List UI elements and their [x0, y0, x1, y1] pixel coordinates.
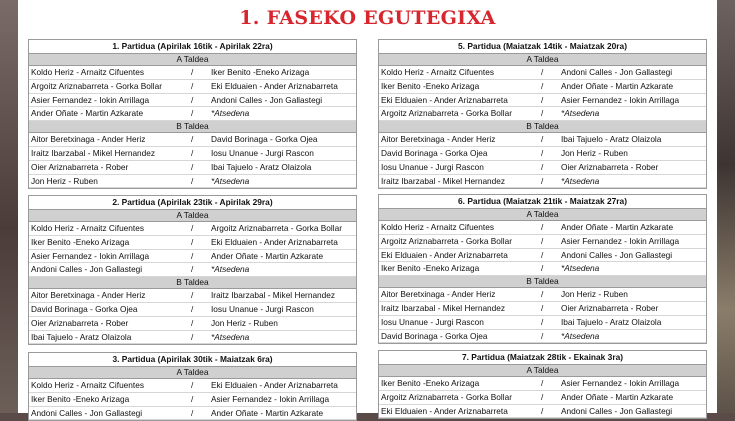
away-pair: *Atsedena	[561, 108, 600, 119]
fixture-row	[379, 175, 706, 189]
match-title: 6. Partidua (Maiatzak 21tik - Maiatzak 27ra)	[379, 195, 706, 209]
home-pair: Aitor Beretxinaga - Ander Heriz	[381, 134, 496, 145]
away-pair: Ibai Tajuelo - Aratz Olaizola	[561, 134, 662, 145]
versus-separator: /	[541, 249, 544, 260]
versus-separator: /	[191, 317, 194, 328]
home-pair: Jon Heriz - Ruben	[31, 175, 98, 186]
away-pair: *Atsedena	[561, 263, 600, 274]
fixture-row	[29, 94, 356, 108]
versus-separator: /	[191, 236, 194, 247]
match-title: 5. Partidua (Maiatzak 14tik - Maiatzak 20ra)	[379, 40, 706, 54]
home-pair: Iosu Unanue - Jurgi Rascon	[381, 161, 484, 172]
away-pair: Ander Oñate - Martin Azkarate	[561, 222, 674, 232]
fixture-row	[379, 262, 706, 276]
versus-separator: /	[541, 134, 544, 145]
versus-separator: /	[541, 289, 544, 300]
home-pair: Aitor Beretxinaga - Ander Heriz	[381, 289, 496, 300]
home-pair: Koldo Heriz - Arnaitz Cifuentes	[381, 67, 494, 77]
home-pair: Argoitz Ariznabarreta - Gorka Bollar	[381, 108, 512, 119]
group-header: B Taldea	[29, 121, 356, 133]
away-pair: *Atsedena	[211, 175, 250, 186]
fixture-row	[379, 66, 706, 80]
away-pair: Jon Heriz - Ruben	[561, 289, 628, 300]
versus-separator: /	[541, 391, 544, 402]
versus-separator: /	[191, 393, 194, 404]
fixture-row	[29, 133, 356, 147]
fixture-row	[29, 289, 356, 303]
away-pair: Eki Elduaien - Ander Ariznabarreta	[211, 380, 338, 390]
home-pair: Ander Oñate - Martin Azkarate	[31, 108, 144, 119]
home-pair: Iker Benito -Eneko Arizaga	[381, 80, 480, 91]
group-header: A Taldea	[379, 54, 706, 66]
home-pair: Asier Fernandez - Iokin Arrillaga	[31, 94, 150, 105]
home-pair: Oier Ariznabarreta - Rober	[31, 317, 129, 328]
versus-separator: /	[541, 330, 544, 341]
group-header: A Taldea	[29, 54, 356, 66]
match-table	[378, 39, 707, 189]
home-pair: Koldo Heriz - Arnaitz Cifuentes	[31, 67, 144, 77]
home-pair: Koldo Heriz - Arnaitz Cifuentes	[31, 223, 144, 233]
home-pair: Koldo Heriz - Arnaitz Cifuentes	[31, 380, 144, 390]
away-pair: Andoni Calles - Jon Gallastegi	[561, 249, 673, 260]
fixture-row	[29, 263, 356, 277]
fixture-row	[379, 405, 706, 419]
away-pair: Andoni Calles - Jon Gallastegi	[211, 94, 323, 105]
versus-separator: /	[541, 94, 544, 105]
versus-separator: /	[191, 147, 194, 158]
home-pair: Eki Elduaien - Ander Ariznabarreta	[381, 94, 508, 105]
away-pair: *Atsedena	[211, 108, 250, 119]
fixture-row	[379, 249, 706, 263]
versus-separator: /	[191, 161, 194, 172]
versus-separator: /	[191, 67, 194, 77]
home-pair: Oier Ariznabarreta - Rober	[31, 161, 129, 172]
home-pair: Argoitz Ariznabarreta - Gorka Bollar	[381, 391, 512, 402]
away-pair: Ander Oñate - Martin Azkarate	[561, 391, 674, 402]
group-header: B Taldea	[379, 121, 706, 133]
away-pair: Iraitz Ibarzabal - Mikel Hernandez	[211, 290, 336, 301]
match-table	[378, 350, 707, 419]
versus-separator: /	[191, 407, 194, 418]
away-pair: Eki Elduaien - Ander Ariznabarreta	[211, 236, 338, 247]
away-pair: Iosu Unanue - Jurgi Rascon	[211, 303, 314, 314]
match-title: 1. Partidua (Apirilak 16tik - Apirilak 22ra)	[29, 40, 356, 54]
fixture-row	[379, 94, 706, 108]
versus-separator: /	[541, 147, 544, 158]
match-table	[28, 195, 357, 345]
home-pair: Iosu Unanue - Jurgi Rascon	[381, 316, 484, 327]
away-pair: Asier Fernandez - Iokin Arrillaga	[561, 94, 680, 105]
away-pair: *Atsedena	[561, 330, 600, 341]
home-pair: Iraitz Ibarzabal - Mikel Hernandez	[381, 175, 506, 186]
away-pair: Iker Benito -Eneko Arizaga	[211, 67, 310, 77]
home-pair: David Borinaga - Gorka Ojea	[381, 330, 488, 341]
versus-separator: /	[191, 80, 194, 91]
fixture-row	[29, 407, 356, 421]
away-pair: Jon Heriz - Ruben	[561, 147, 628, 158]
versus-separator: /	[191, 223, 194, 233]
home-pair: Aitor Beretxinaga - Ander Heriz	[31, 134, 146, 145]
home-pair: Asier Fernandez - Iokin Arrillaga	[31, 250, 150, 261]
versus-separator: /	[541, 263, 544, 274]
versus-separator: /	[541, 175, 544, 186]
home-pair: Aitor Beretxinaga - Ander Heriz	[31, 290, 146, 301]
home-pair: Iker Benito -Eneko Arizaga	[381, 378, 480, 388]
away-pair: Asier Fernandez - Iokin Arrillaga	[561, 235, 680, 246]
fixture-row	[379, 377, 706, 391]
versus-separator: /	[191, 290, 194, 301]
home-pair: Iraitz Ibarzabal - Mikel Hernandez	[381, 302, 506, 313]
group-header: A Taldea	[379, 209, 706, 221]
versus-separator: /	[191, 108, 194, 119]
fixture-row	[29, 303, 356, 317]
away-pair: Ander Oñate - Martin Azkarate	[211, 250, 324, 261]
versus-separator: /	[191, 380, 194, 390]
fixture-row	[379, 221, 706, 235]
group-header: A Taldea	[379, 365, 706, 377]
away-pair: Ibai Tajuelo - Aratz Olaizola	[211, 161, 312, 172]
away-pair: *Atsedena	[561, 175, 600, 186]
home-pair: Koldo Heriz - Arnaitz Cifuentes	[381, 222, 494, 232]
away-pair: Argoitz Ariznabarreta - Gorka Bollar	[211, 223, 342, 233]
fixture-row	[29, 175, 356, 189]
versus-separator: /	[541, 316, 544, 327]
home-pair: Iker Benito -Eneko Arizaga	[381, 263, 480, 274]
fixture-row	[379, 161, 706, 175]
away-pair: Jon Heriz - Ruben	[211, 317, 278, 328]
versus-separator: /	[541, 108, 544, 119]
fixture-row	[29, 147, 356, 161]
fixture-row	[379, 330, 706, 344]
fixture-row	[379, 288, 706, 302]
away-pair: *Atsedena	[211, 264, 250, 275]
away-pair: Ander Oñate - Martin Azkarate	[211, 407, 324, 418]
versus-separator: /	[191, 264, 194, 275]
away-pair: Oier Ariznabarreta - Rober	[561, 302, 659, 313]
fixture-row	[379, 147, 706, 161]
home-pair: David Borinaga - Gorka Ojea	[31, 303, 138, 314]
fixture-row	[29, 317, 356, 331]
group-header: B Taldea	[379, 276, 706, 288]
fixture-row	[29, 80, 356, 94]
away-pair: Iosu Unanue - Jurgi Rascon	[211, 147, 314, 158]
home-pair: Eki Elduaien - Ander Ariznabarreta	[381, 405, 508, 416]
fixture-row	[379, 391, 706, 405]
fixture-row	[379, 107, 706, 121]
fixture-row	[29, 107, 356, 121]
versus-separator: /	[541, 80, 544, 91]
match-title: 2. Partidua (Apirilak 23tik - Apirilak 29ra)	[29, 196, 356, 210]
versus-separator: /	[541, 235, 544, 246]
fixture-row	[29, 66, 356, 80]
home-pair: Argoitz Ariznabarreta - Gorka Bollar	[381, 235, 512, 246]
fixture-row	[379, 133, 706, 147]
match-title: 7. Partidua (Maiatzak 28tik - Ekainak 3ra)	[379, 351, 706, 365]
away-pair: Ander Oñate - Martin Azkarate	[561, 80, 674, 91]
versus-separator: /	[541, 222, 544, 232]
versus-separator: /	[191, 134, 194, 145]
fixture-row	[29, 161, 356, 175]
match-table	[378, 194, 707, 344]
away-pair: *Atsedena	[211, 331, 250, 342]
fixture-row	[29, 222, 356, 236]
versus-separator: /	[541, 67, 544, 77]
home-pair: Ibai Tajuelo - Aratz Olaizola	[31, 331, 132, 342]
versus-separator: /	[191, 175, 194, 186]
away-pair: Asier Fernandez - Iokin Arrillaga	[211, 393, 330, 404]
home-pair: Iker Benito -Eneko Arizaga	[31, 393, 130, 404]
match-title: 3. Partidua (Apirilak 30tik - Maiatzak 6ra)	[29, 353, 356, 367]
home-pair: Eki Elduaien - Ander Ariznabarreta	[381, 249, 508, 260]
away-pair: Asier Fernandez - Iokin Arrillaga	[561, 378, 680, 388]
home-pair: David Borinaga - Gorka Ojea	[381, 147, 488, 158]
versus-separator: /	[191, 250, 194, 261]
away-pair: Oier Ariznabarreta - Rober	[561, 161, 659, 172]
fixture-row	[379, 316, 706, 330]
versus-separator: /	[541, 161, 544, 172]
away-pair: Andoni Calles - Jon Gallastegi	[561, 405, 673, 416]
fixture-row	[379, 235, 706, 249]
group-header: A Taldea	[29, 367, 356, 379]
versus-separator: /	[191, 331, 194, 342]
fixture-row	[29, 379, 356, 393]
group-header: A Taldea	[29, 210, 356, 222]
fixture-row	[29, 236, 356, 250]
home-pair: Andoni Calles - Jon Gallastegi	[31, 264, 143, 275]
versus-separator: /	[541, 378, 544, 388]
versus-separator: /	[541, 405, 544, 416]
page-title: 1. FASEKO EGUTEGIXA	[239, 7, 496, 29]
match-table	[28, 39, 357, 189]
away-pair: Andoni Calles - Jon Gallastegi	[561, 67, 673, 77]
away-pair: David Borinaga - Gorka Ojea	[211, 134, 318, 145]
fixture-row	[379, 80, 706, 94]
match-table	[28, 352, 357, 421]
away-pair: Ibai Tajuelo - Aratz Olaizola	[561, 316, 662, 327]
fixture-row	[379, 302, 706, 316]
home-pair: Iker Benito -Eneko Arizaga	[31, 236, 130, 247]
fixture-row	[29, 250, 356, 264]
home-pair: Andoni Calles - Jon Gallastegi	[31, 407, 143, 418]
home-pair: Iraitz Ibarzabal - Mikel Hernandez	[31, 147, 156, 158]
versus-separator: /	[191, 94, 194, 105]
group-header: B Taldea	[29, 277, 356, 289]
home-pair: Argoitz Ariznabarreta - Gorka Bollar	[31, 80, 162, 91]
fixture-row	[29, 331, 356, 345]
versus-separator: /	[191, 303, 194, 314]
versus-separator: /	[541, 302, 544, 313]
fixture-row	[29, 393, 356, 407]
away-pair: Eki Elduaien - Ander Ariznabarreta	[211, 80, 338, 91]
